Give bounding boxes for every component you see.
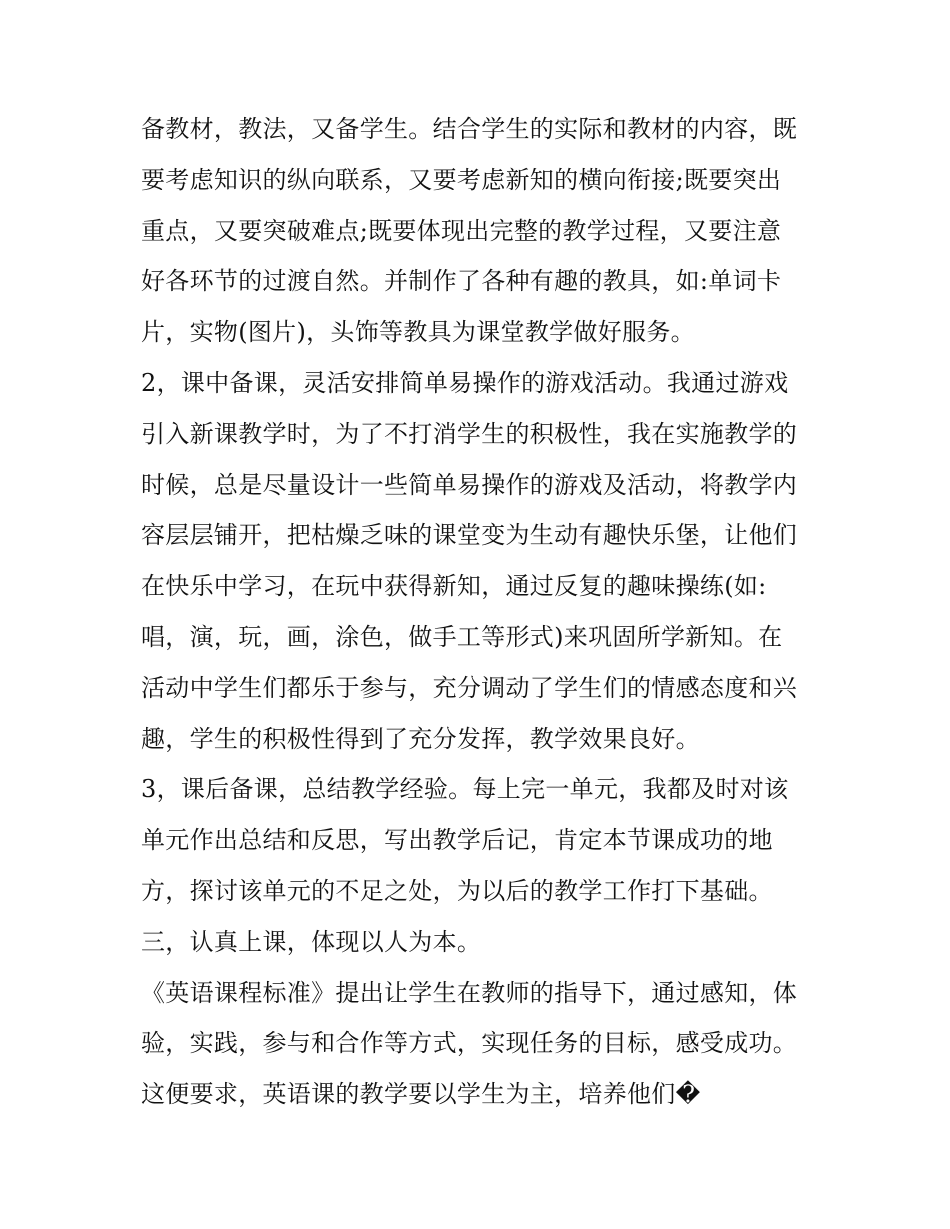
text-line: 方，探讨该单元的不足之处，为以后的教学工作打下基础。	[141, 876, 773, 905]
text-line: 在快乐中学习，在玩中获得新知，通过反复的趣味操练(如:	[141, 572, 767, 601]
text-line: 活动中学生们都乐于参与，充分调动了学生们的情感态度和兴	[141, 673, 798, 702]
text-line: 重点，又要突破难点;既要体现出完整的教学过程，又要注意	[141, 216, 782, 245]
text-line: 《英语课程标准》提出让学生在教师的指导下，通过感知，体	[141, 978, 798, 1007]
text-line: 容层层铺开，把枯燥乏味的课堂变为生动有趣快乐堡，让他们	[141, 521, 798, 550]
text-line: 3，课后备课，总结教学经验。每上完一单元，我都及时对该	[141, 775, 789, 804]
text-line: 唱，演，玩，画，涂色，做手工等形式)来巩固所学新知。在	[141, 622, 783, 651]
text-line: 时候，总是尽量设计一些简单易操作的游戏及活动，将教学内	[141, 470, 798, 499]
text-line: 片，实物(图片)，头饰等教具为课堂教学做好服务。	[141, 318, 695, 347]
text-line: 单元作出总结和反思，写出教学后记，肯定本节课成功的地	[141, 826, 773, 855]
text-line: 引入新课教学时，为了不打消学生的积极性，我在实施教学的	[141, 419, 798, 448]
text-line: 备教材，教法，又备学生。结合学生的实际和教材的内容，既	[141, 115, 798, 143]
text-line: 这便要求，英语课的教学要以学生为主，培养他们�	[141, 1080, 701, 1109]
text-line: 趣，学生的积极性得到了充分发挥，教学效果良好。	[141, 724, 700, 753]
document-body	[141, 104, 821, 1120]
text-line: 2，课中备课，灵活安排简单易操作的游戏活动。我通过游戏	[141, 368, 789, 397]
text-line: 好各环节的过渡自然。并制作了各种有趣的教具，如:单词卡	[141, 267, 782, 296]
text-line: 验，实践，参与和合作等方式，实现任务的目标，感受成功。	[141, 1029, 798, 1058]
section-heading: 三，认真上课，体现以人为本。	[141, 927, 482, 956]
text-line: 要考虑知识的纵向联系，又要考虑新知的横向衔接;既要突出	[141, 165, 782, 194]
